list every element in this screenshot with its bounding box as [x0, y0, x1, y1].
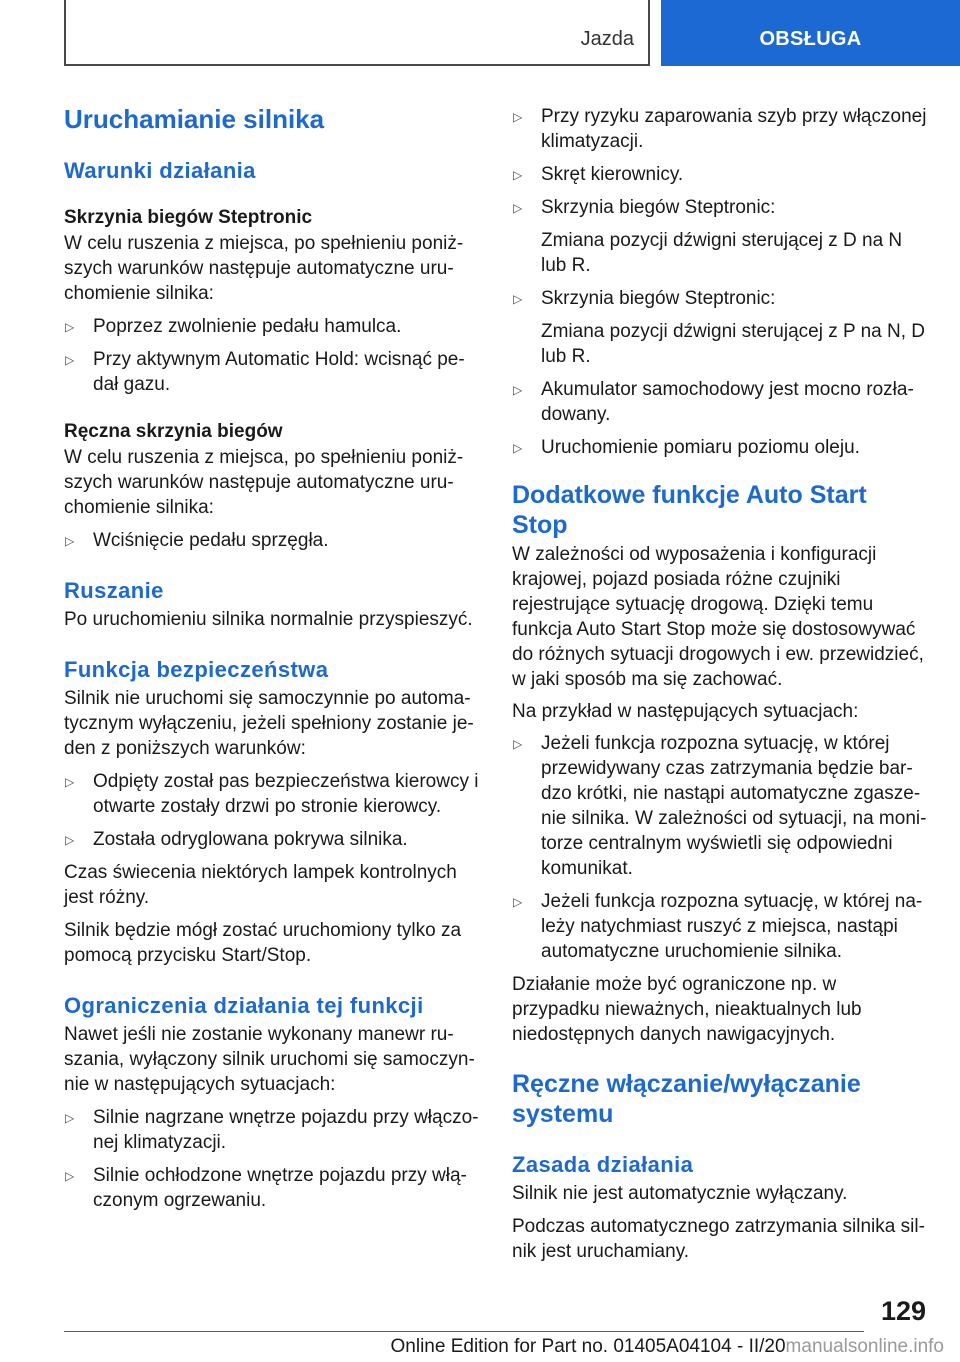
list-item: ▷ Silnie nagrzane wnętrze pojazdu przy włączonej klimatyzacji. — [65, 1107, 479, 1153]
left-column — [64, 98, 479, 1213]
heading-dodatkowe: Dodatkowe funkcje Auto Start Stop — [512, 481, 867, 539]
triangle-bullet-icon: ▷ — [65, 320, 75, 334]
edition-text: Online Edition for Part no. 01405A04104 - II/20 — [390, 1336, 786, 1357]
list-item: ▷ Jeżeli funkcja rozpozna sytuację, w której należy natychmiast ruszyć z miejsca, nastąpi automatyczne uruchomienie silnika. — [513, 891, 923, 962]
triangle-bullet-icon: ▷ — [513, 168, 523, 182]
bullet-list — [64, 1105, 479, 1213]
triangle-bullet-icon: ▷ — [65, 534, 75, 548]
section-tab-label: OBSŁUGA — [759, 28, 862, 50]
paragraph: Działanie może być ograniczone np. w przypadku nieważnych, nieaktualnych lub niedostępnych danych nawigacyjnych. — [512, 974, 862, 1045]
triangle-bullet-icon: ▷ — [513, 895, 523, 909]
list-item: ▷ Silnie ochłodzone wnętrze pojazdu przy włączonym ogrzewaniu. — [65, 1165, 467, 1211]
list-item-detail: Zmiana pozycji dźwigni sterującej z P na N, D lub R. — [541, 321, 926, 367]
heading-reczne: Ręczne włączanie/wyłączanie systemu — [512, 1070, 861, 1128]
chapter-tab — [64, 0, 650, 66]
section-title: Uruchamianie silnika — [64, 104, 325, 134]
bullet-list — [512, 104, 927, 460]
list-item: ▷ Skręt kierownicy. — [512, 162, 927, 187]
heading-ograniczenia: Ograniczenia działania tej funkcji — [64, 993, 424, 1018]
heading-warunki: Warunki działania — [64, 158, 256, 183]
heading-steptronic: Skrzynia biegów Steptronic — [64, 207, 313, 228]
bullet-list — [64, 528, 479, 553]
paragraph: Podczas automatycznego zatrzymania silnika silnik jest uruchamiany. — [512, 1216, 925, 1262]
list-item: ▷ Przy ryzyku zaparowania szyb przy włączonej klimatyzacji. — [513, 106, 927, 152]
list-item: ▷ Została odryglowana pokrywa silnika. — [64, 827, 479, 852]
heading-manual: Ręczna skrzynia biegów — [64, 421, 283, 442]
heading-ruszanie: Ruszanie — [64, 578, 164, 603]
watermark-text: manualsonline.info — [785, 1336, 944, 1357]
paragraph: Silnik nie jest automatycznie wyłączany. — [512, 1183, 848, 1204]
paragraph: Czas świecenia niektórych lampek kontrolnych jest różny. — [64, 862, 457, 908]
list-item: ▷ Przy aktywnym Automatic Hold: wcisnąć pedał gazu. — [65, 349, 465, 395]
heading-bezpieczenstwo: Funkcja bezpieczeństwa — [64, 657, 329, 682]
triangle-bullet-icon: ▷ — [513, 201, 523, 215]
bullet-list — [512, 731, 927, 964]
paragraph: Nawet jeśli nie zostanie wykonany manewr ruszania, wyłączony silnik uruchomi się samoczynnie w następujących sytuacjach: — [64, 1024, 475, 1095]
triangle-bullet-icon: ▷ — [513, 292, 523, 306]
triangle-bullet-icon: ▷ — [65, 1111, 75, 1125]
bullet-list — [64, 769, 479, 852]
triangle-bullet-icon: ▷ — [513, 383, 523, 397]
triangle-bullet-icon: ▷ — [513, 737, 523, 751]
triangle-bullet-icon: ▷ — [513, 110, 523, 124]
page-header — [0, 0, 960, 66]
paragraph: Na przykład w następujących sytuacjach: — [512, 701, 859, 722]
paragraph: Silnik będzie mógł zostać uruchomiony tylko za pomocą przycisku Start/Stop. — [64, 920, 462, 966]
triangle-bullet-icon: ▷ — [65, 775, 75, 789]
bullet-list — [64, 314, 479, 397]
page-number: 129 — [880, 1296, 926, 1326]
footer-divider — [64, 1331, 864, 1332]
chapter-tab-label: Jazda — [580, 28, 634, 50]
list-item: ▷ Jeżeli funkcja rozpozna sytuację, w której przewidywany czas zatrzymania będzie bardzo krótki, nie nastąpi automatyczne zgaszenie silnika. W zależności od sytuacji, na monitorze centralnym wyświetli się odpowiedni komunikat. — [513, 733, 927, 879]
section-tab — [661, 0, 960, 66]
list-item: ▷ Uruchomienie pomiaru poziomu oleju. — [512, 435, 927, 460]
list-item: ▷ Skrzynia biegów Steptronic: Zmiana pozycji dźwigni sterującej z D na N lub R. — [512, 195, 927, 278]
paragraph: W celu ruszenia z miejsca, po spełnieniu poniższych warunków następuje automatyczne uruchomienie silnika: — [64, 447, 464, 518]
right-column — [512, 98, 927, 1264]
list-item: ▷ Odpięty został pas bezpieczeństwa kierowcy i otwarte zostały drzwi po stronie kierowcy. — [65, 771, 479, 817]
heading-zasada: Zasada działania — [512, 1152, 694, 1177]
list-item: ▷ Akumulator samochodowy jest mocno rozładowany. — [513, 379, 914, 425]
list-item: ▷ Wciśnięcie pedału sprzęgła. — [64, 528, 479, 553]
paragraph: Silnik nie uruchomi się samoczynnie po automatycznym wyłączeniu, jeżeli spełniony zostanie jeden z poniższych warunków: — [64, 688, 474, 759]
list-item: ▷ Poprzez zwolnienie pedału hamulca. — [64, 314, 479, 339]
list-item: ▷ Skrzynia biegów Steptronic: Zmiana pozycji dźwigni sterującej z P na N, D lub R. — [513, 288, 926, 367]
paragraph: Po uruchomieniu silnika normalnie przyspieszyć. — [64, 609, 473, 630]
triangle-bullet-icon: ▷ — [65, 353, 75, 367]
triangle-bullet-icon: ▷ — [65, 1169, 75, 1183]
paragraph: W zależności od wyposażenia i konfiguracji krajowej, pojazd posiada różne czujniki rejestrujące sytuację drogową. Dzięki temu funkcja Auto Start Stop może się dostosowywać do różnych sytuacji drogowych i ew. przewidzieć, w jaki sposób ma się zachować. — [512, 544, 924, 690]
list-item-detail: Zmiana pozycji dźwigni sterującej z D na N lub R. — [541, 230, 903, 276]
triangle-bullet-icon: ▷ — [513, 441, 523, 455]
triangle-bullet-icon: ▷ — [65, 833, 75, 847]
paragraph: W celu ruszenia z miejsca, po spełnieniu poniższych warunków następuje automatyczne uruchomienie silnika: — [64, 233, 464, 304]
footer-edition — [391, 1336, 945, 1358]
